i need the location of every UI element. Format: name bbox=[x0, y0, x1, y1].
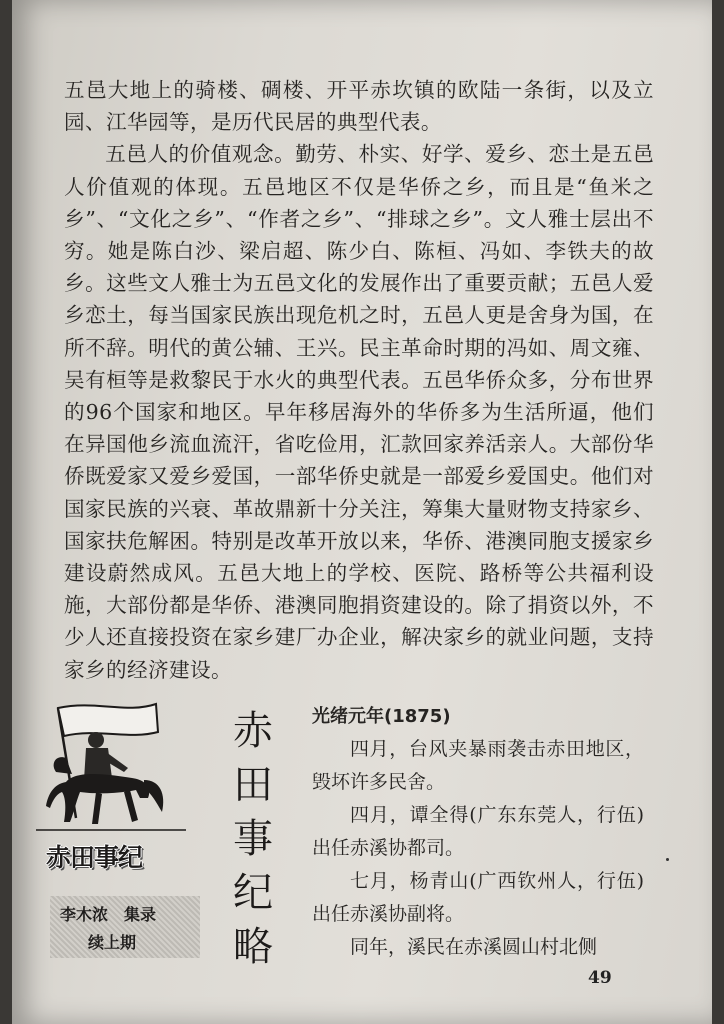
chronicle-entry: 同年，溪民在赤溪圆山村北侧 bbox=[350, 936, 598, 958]
vertical-title bbox=[228, 704, 278, 974]
vertical-title-char: 事 bbox=[233, 816, 273, 862]
chronicle-entry: 七月，杨青山(广西钦州人，行伍)出任赤溪协副将。 bbox=[312, 870, 644, 925]
chronicle-entry: 四月，谭全得(广东东莞人，行伍)出任赤溪协都司。 bbox=[312, 804, 644, 859]
page-number: 49 bbox=[588, 968, 612, 988]
ink-speck bbox=[666, 858, 669, 861]
column-logo-text: 赤田事纪 bbox=[46, 843, 143, 872]
paragraph: 五邑大地上的骑楼、碉楼、开平赤坎镇的欧陆一条街，以及立园、江华园等，是历代民居的典型代表。 bbox=[64, 78, 654, 135]
vertical-title-char: 略 bbox=[233, 924, 273, 970]
body-text bbox=[64, 74, 654, 686]
chronicle-entries bbox=[312, 700, 644, 964]
book-page bbox=[12, 0, 712, 1024]
author-credit: 李木浓 集录 bbox=[60, 905, 157, 924]
continued-note: 续上期 bbox=[88, 933, 137, 952]
credit-box bbox=[50, 896, 200, 958]
vertical-title-char: 田 bbox=[233, 762, 273, 808]
vertical-title-char: 赤 bbox=[233, 708, 273, 754]
vertical-title-char: 纪 bbox=[233, 870, 273, 916]
column-header-graphic bbox=[36, 698, 216, 958]
horseman-flag-illustration bbox=[36, 698, 206, 843]
paragraph: 五邑人的价值观念。勤劳、朴实、好学、爱乡、恋土是五邑人价值观的体现。五邑地区不仅是华侨之乡，而且是“鱼米之乡”、“文化之乡”、“作者之乡”、“排球之乡”。文人雅士层出不穷。她是陈白沙、梁启超、陈少白、陈桓、冯如、李铁夫的故乡。这些文人雅士为五邑文化的发展作出了重要贡献；五邑人爱乡恋土，每当国家民族出现危机之时，五邑人更是舍身为国，在所不辞。明代的黄公辅、王兴。民主革命时期的冯如、周文雍、吴有桓等是救黎民于水火的典型代表。五邑华侨众多，分布世界的96个国家和地区。早年移居海外的华侨多为生活所逼，他们在异国他乡流血流汗，省吃俭用，汇款回家养活亲人。大部份华侨既爱家又爱乡爱国，一部华侨史就是一部爱乡爱国史。他们对国家民族的兴衰、革故鼎新十分关注，筹集大量财物支持家乡、国家扶危解困。特别是改革开放以来，华侨、港澳同胞支援家乡建设蔚然成风。五邑大地上的学校、医院、路桥等公共福利设施，大部份都是华侨、港澳同胞捐资建设的。除了捐资以外，不少人还直接投资在家乡建厂办企业，解决家乡的就业问题，支持家乡的经济建设。 bbox=[64, 142, 654, 682]
year-heading: 光绪元年(1875) bbox=[312, 706, 451, 727]
chronicle-entry: 四月，台风夹暴雨袭击赤田地区，毁坏许多民舍。 bbox=[312, 738, 644, 793]
